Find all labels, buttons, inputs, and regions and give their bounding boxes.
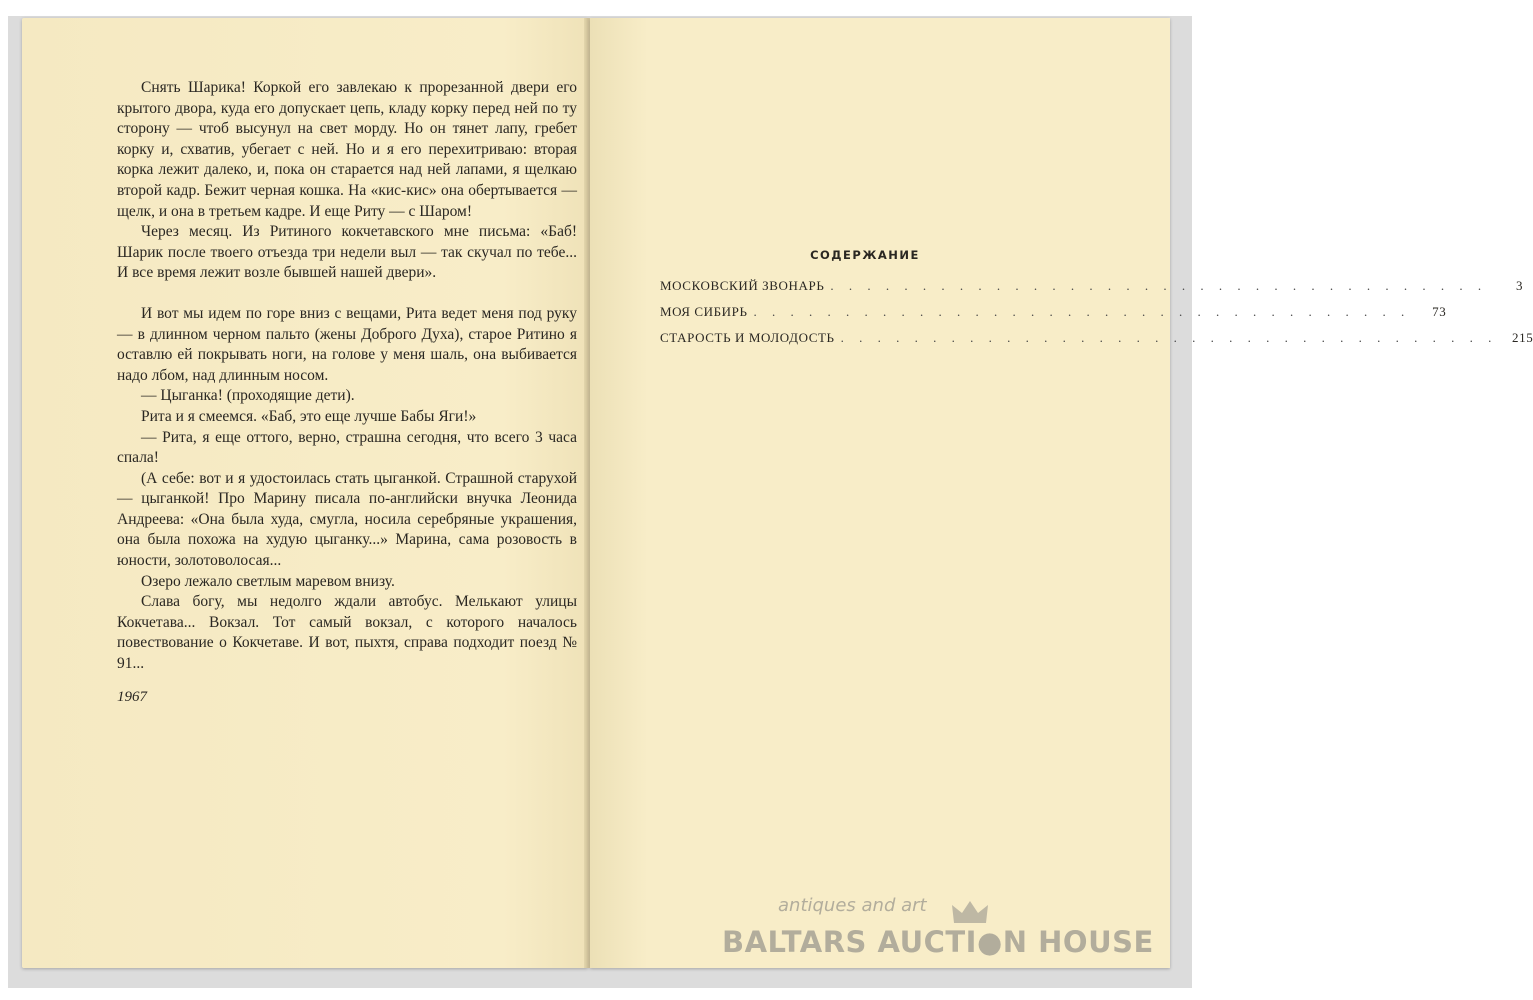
toc-leader-dots: . . . . . . . . . . . . . . . . . . . . . . . . . . . . . . . . . . . . <box>753 304 1411 319</box>
crown-icon <box>950 899 990 925</box>
paragraph: Слава богу, мы недолго ждали автобус. Мелькают улицы Кокчетава... Вокзал. Тот самый вокзал, с которого началось повествование о Кокчетаве. И вот, пыхтя, справа подходит поезд № 91... <box>117 593 577 673</box>
body-text <box>117 78 577 707</box>
toc-entry-label: МОСКОВСКИЙ ЗВОНАРЬ <box>660 278 825 293</box>
toc-leader-dots: . . . . . . . . . . . . . . . . . . . . . . . . . . . . . . . . . . . . <box>840 330 1498 345</box>
paragraph: — Цыганка! (проходящие дети). <box>141 387 355 405</box>
toc-entry-label: СТАРОСТЬ И МОЛОДОСТЬ <box>660 330 835 345</box>
toc-entry <box>660 278 1524 304</box>
watermark-brand: BALTARS AUCTI●N HOUSE <box>722 925 1154 959</box>
paragraph: (А себе: вот и я удостоилась стать цыганкой. Страшной старухой — цыганкой! Про Марину писала по-английски внучка Леонида Андреева: «Она была худа, смугла, носила серебряные украшения, она была похожа на худую цыганку...» Марина, сама розовость в юности, золотоволосая... <box>117 469 577 570</box>
toc-title: СОДЕРЖАНИЕ <box>810 248 920 262</box>
paragraph: Рита и я смеемся. «Баб, это еще лучше Бабы Яги!» <box>141 407 477 425</box>
toc-leader-dots: . . . . . . . . . . . . . . . . . . . . . . . . . . . . . . . . . . . . <box>830 278 1488 293</box>
toc-entry-page: 3 <box>1516 278 1524 293</box>
paragraph: И вот мы идем по горе вниз с вещами, Рита ведет меня под руку — в длинном черном пальто (жены Доброго Духа), старое Ритино я оставлю ей покрывать ноги, на голове у меня шаль, она выбивается надо лбом, над длинным носом. <box>117 304 577 384</box>
paragraph: Снять Шарика! Коркой его завлекаю к прорезанной двери его крытого двора, куда его допускает цепь, кладу корку перед ней по ту сторону — чтоб высунул на свет морду. Но он тянет лапу, гребет корку и, схватив, убегает с ней. Но и я его перехитриваю: вторая корка лежит далеко, и, пока он старается над ней лапами, я щелкаю второй кадр. Бежит черная кошка. На «кис-кис» она обертывается — щелк, и она в третьем кадре. И еще Риту — с Шаром! <box>117 79 577 220</box>
watermark-tagline: antiques and art <box>778 895 927 916</box>
toc-entry-label: МОЯ СИБИРЬ <box>660 304 748 319</box>
table-of-contents <box>660 248 1533 356</box>
paragraph: Через месяц. Из Ритиного кокчетавского мне письма: «Баб! Шарик после твоего отъезда три недели выл — так скучал по тебе... И все время лежит возле бывшей нашей двери». <box>117 223 577 282</box>
toc-entry-page: 73 <box>1432 304 1447 319</box>
right-page <box>590 18 1533 968</box>
paragraph: — Рита, я еще оттого, верно, страшна сегодня, что всего 3 часа спала! <box>117 428 577 467</box>
toc-entry <box>660 304 1447 330</box>
toc-entry <box>660 330 1533 356</box>
paragraph: Озеро лежало светлым маревом внизу. <box>141 572 395 590</box>
year-signature: 1967 <box>117 688 147 705</box>
toc-entry-page: 215 <box>1512 330 1533 345</box>
left-page <box>22 18 588 968</box>
